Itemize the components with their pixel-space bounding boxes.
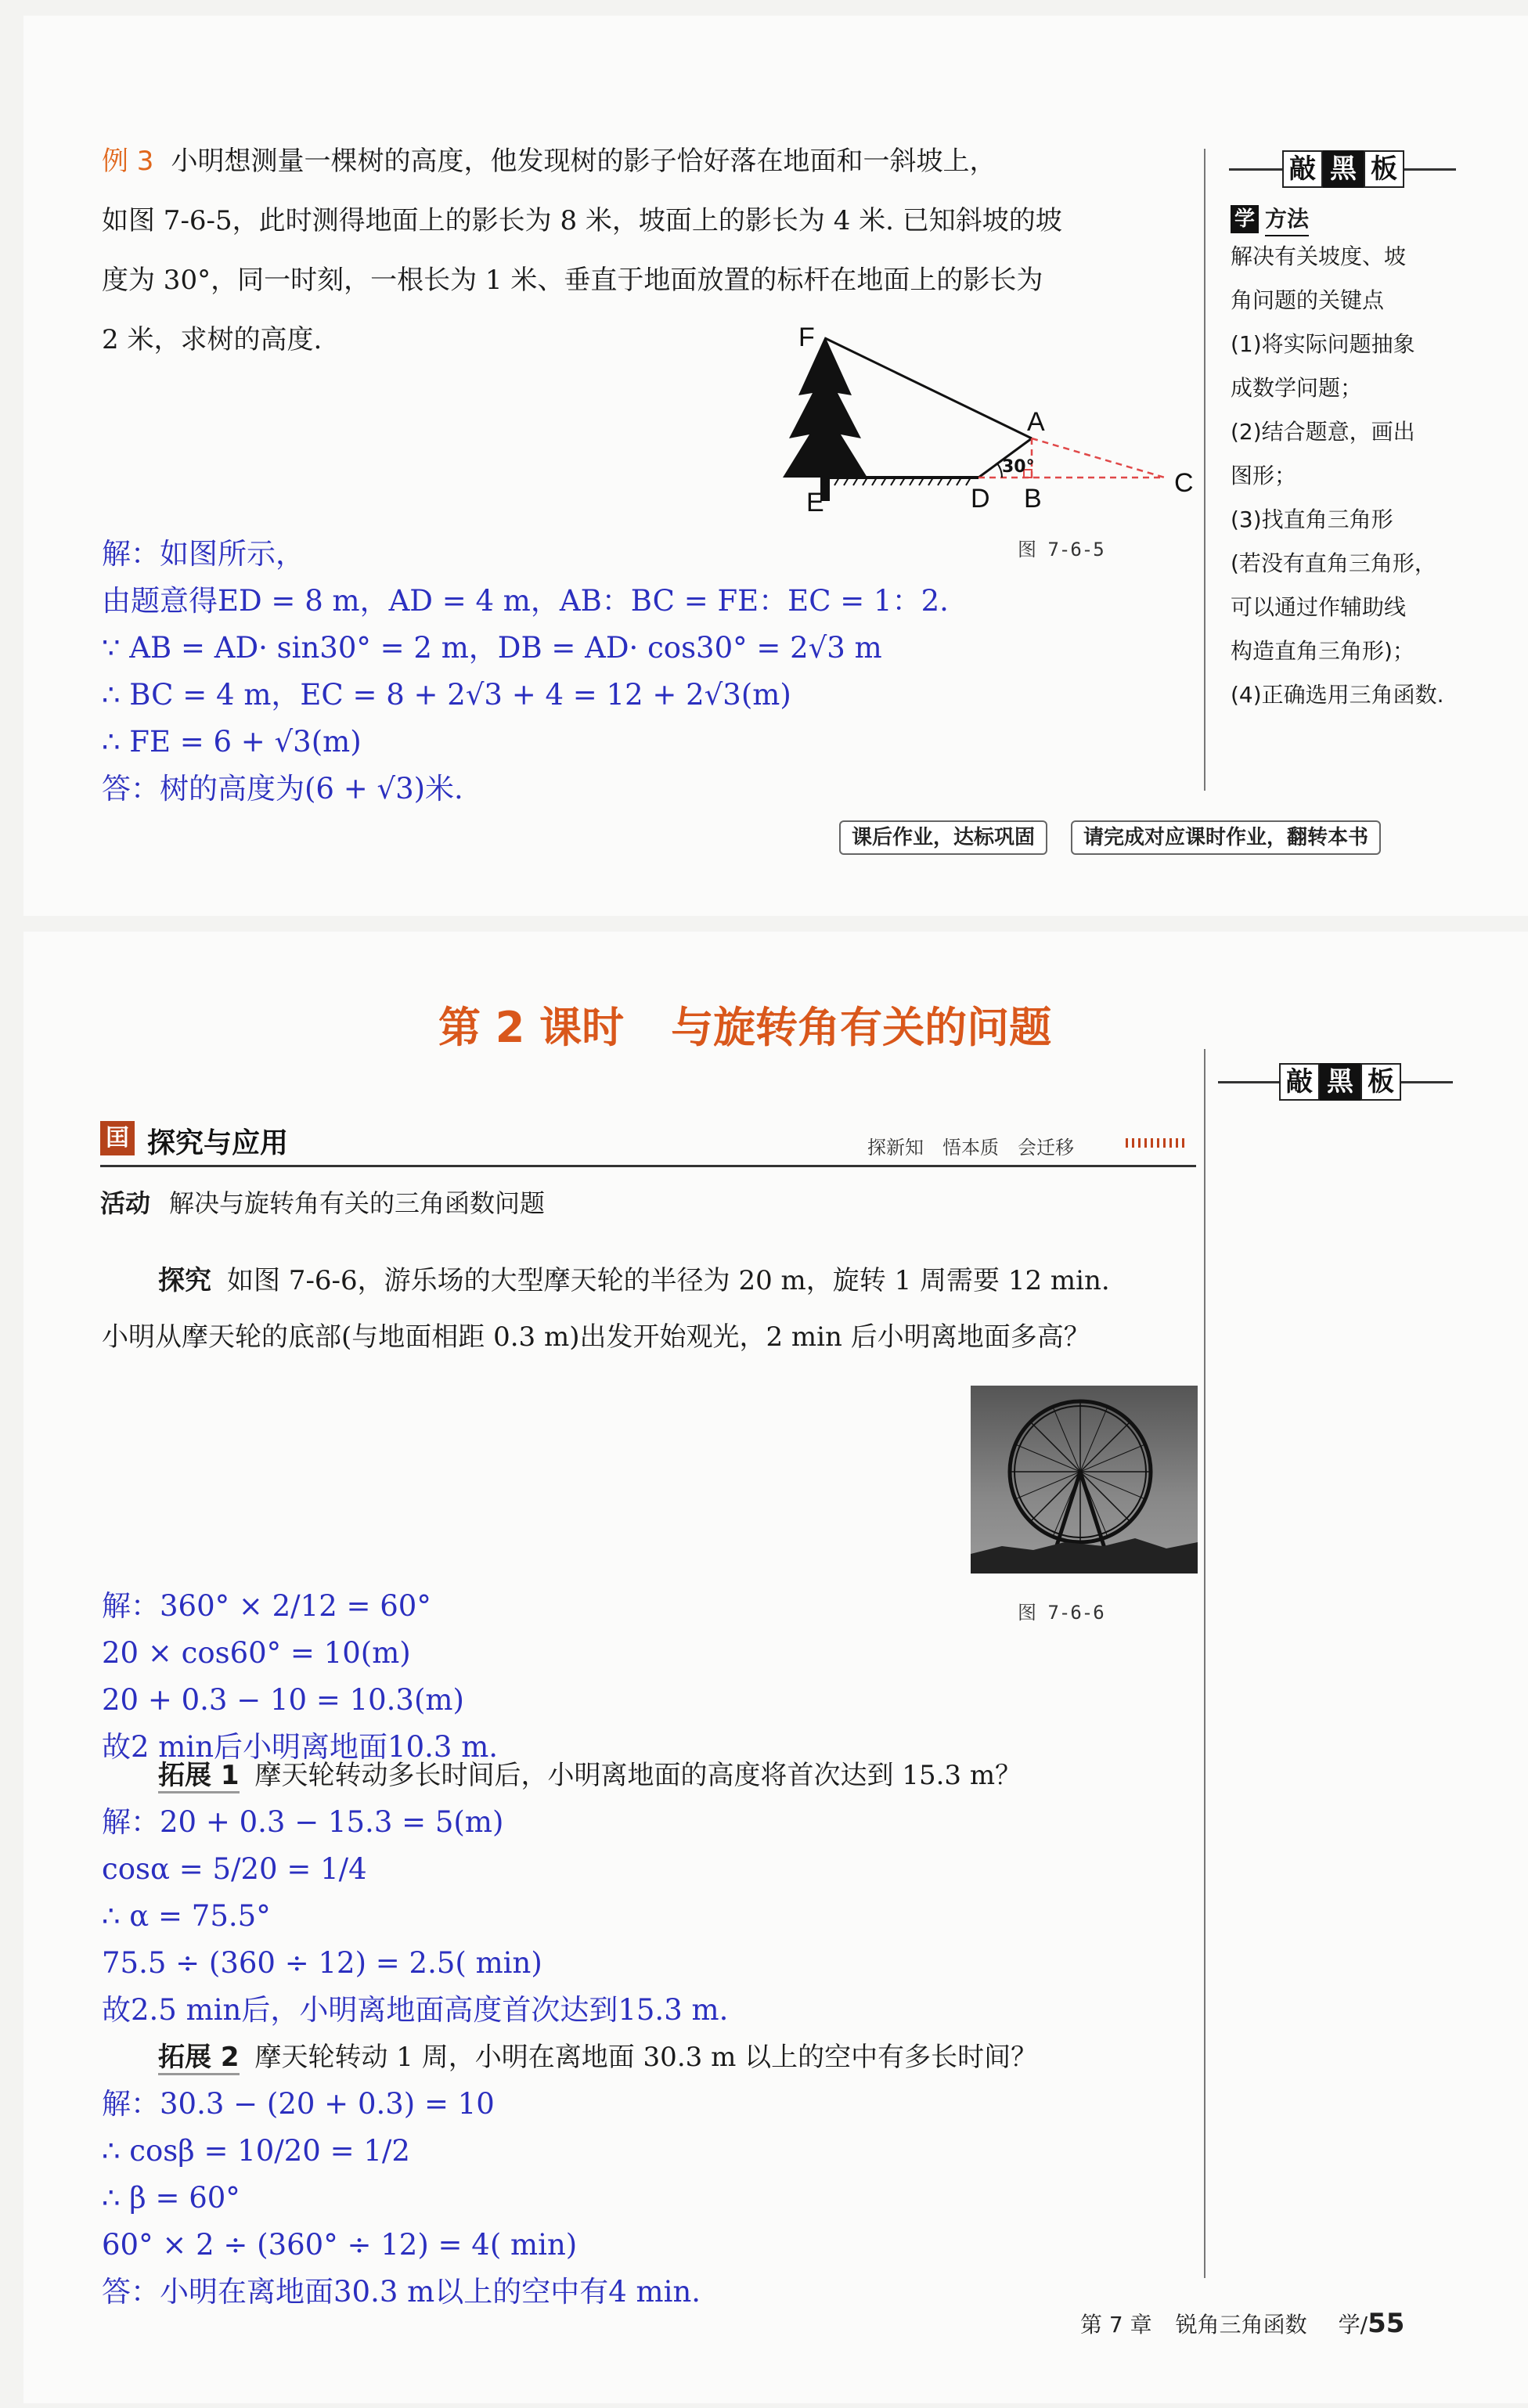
point-D: D bbox=[971, 484, 990, 514]
example-line-2: 如图 7-6-5，此时测得地面上的影长为 8 米，坡面上的影长为 4 米. 已知斜坡的坡 bbox=[102, 205, 1062, 236]
sun-ray-line bbox=[825, 338, 1032, 438]
figure-7-6-5-caption: 图 7-6-5 bbox=[1018, 539, 1105, 561]
header-char: 板 bbox=[1360, 1063, 1401, 1101]
homework-tag: 课后作业，达标巩固 bbox=[839, 820, 1047, 855]
explore-line-2: 小明从摩天轮的底部(与地面相距 0.3 m)出发开始观光，2 min 后小明离地面多高？ bbox=[102, 1321, 1090, 1353]
point-F: F bbox=[798, 323, 815, 352]
section-icon: 囯 bbox=[100, 1121, 135, 1155]
angle-label: 30° bbox=[1002, 457, 1035, 477]
solution-line: 解：20 + 0.3 − 15.3 = 5(m) bbox=[102, 1805, 504, 1839]
example-label: 例 3 bbox=[102, 146, 154, 177]
solution-line: 由题意得ED = 8 m，AD = 4 m，AB：BC = FE：EC = 1：2. bbox=[102, 584, 949, 618]
note-line: (4)正确选用三角函数. bbox=[1231, 682, 1444, 708]
solution-line: ∴ α = 75.5° bbox=[102, 1899, 271, 1933]
solution-line: ∴ cosβ = 10/20 = 1/2 bbox=[102, 2134, 410, 2168]
extension1-label: 拓展 1 bbox=[158, 1760, 240, 1793]
extension2 bbox=[158, 2034, 1037, 2081]
solution-line: ∵ AB = AD· sin30° = 2 m，DB = AD· cos30° = 2√3 m bbox=[102, 631, 882, 665]
chapter-number: 第 7 章 bbox=[1080, 2312, 1152, 2338]
note-line: 图形； bbox=[1231, 463, 1297, 488]
solution-line: ∴ β = 60° bbox=[102, 2181, 240, 2215]
example3-solution bbox=[102, 531, 1002, 813]
study-icon: 学 bbox=[1231, 205, 1259, 233]
note-line: 成数学问题； bbox=[1231, 375, 1363, 401]
method-title: 方法 bbox=[1265, 202, 1309, 236]
method-heading bbox=[1231, 202, 1309, 236]
activity-title: 解决与旋转角有关的三角函数问题 bbox=[169, 1188, 546, 1218]
dotted-marker bbox=[1126, 1138, 1188, 1148]
knock-blackboard-header bbox=[1229, 150, 1456, 188]
solution-line: 解：360° × 2/12 = 60° bbox=[102, 1589, 431, 1623]
note-line: 构造直角三角形)； bbox=[1231, 638, 1414, 664]
knock-blackboard-header-2 bbox=[1218, 1063, 1453, 1101]
header-char: 敲 bbox=[1279, 1063, 1320, 1101]
solution-line: 故2.5 min后，小明离地面高度首次达到15.3 m. bbox=[102, 1993, 729, 2027]
lesson-number: 第 2 课时 bbox=[438, 1003, 625, 1052]
example-line-4: 2 米，求树的高度. bbox=[102, 324, 323, 355]
point-A: A bbox=[1027, 407, 1045, 437]
example-line-3: 度为 30°，同一时刻，一根长为 1 米、垂直于地面放置的标杆在地面上的影长为 bbox=[102, 265, 1043, 296]
note-line: (3)找直角三角形 bbox=[1231, 506, 1393, 532]
solution-line: ∴ BC = 4 m，EC = 8 + 2√3 + 4 = 12 + 2√3(m) bbox=[102, 678, 791, 712]
note-line: (2)结合题意，画出 bbox=[1231, 419, 1415, 445]
ferris-wheel-photo bbox=[971, 1386, 1198, 1573]
activity-heading bbox=[100, 1184, 545, 1220]
extension1-text: 摩天轮转动多长时间后，小明离地面的高度将首次达到 15.3 m？ bbox=[254, 1760, 1022, 1791]
explore-line-1: 如图 7-6-6，游乐场的大型摩天轮的半径为 20 m，旋转 1 周需要 12 min. bbox=[227, 1265, 1110, 1296]
section-title: 探究与应用 bbox=[147, 1127, 289, 1159]
solution-line: 75.5 ÷ (360 ÷ 12) = 2.5( min) bbox=[102, 1946, 542, 1980]
chapter-title: 锐角三角函数 bbox=[1175, 2312, 1307, 2338]
figure-7-6-5 bbox=[751, 321, 1205, 517]
sidebar-divider-bottom bbox=[1204, 1049, 1205, 2278]
header-char: 板 bbox=[1364, 150, 1404, 188]
explore-label: 探究 bbox=[158, 1265, 211, 1296]
solution-line: ∴ FE = 6 + √3(m) bbox=[102, 725, 362, 759]
homework-instruction-tag: 请完成对应课时作业，翻转本书 bbox=[1071, 820, 1381, 855]
solution-line: 解：30.3 − (20 + 0.3) = 10 bbox=[102, 2087, 495, 2121]
solution-line: 答：树的高度为(6 + √3)米. bbox=[102, 772, 463, 806]
extension2-label: 拓展 2 bbox=[158, 2042, 240, 2075]
point-C: C bbox=[1174, 468, 1194, 498]
note-line: 可以通过作辅助线 bbox=[1231, 594, 1407, 620]
note-line: 角问题的关键点 bbox=[1231, 287, 1385, 313]
note-line: 解决有关坡度、坡 bbox=[1231, 243, 1407, 269]
point-E: E bbox=[806, 488, 824, 517]
header-char: 敲 bbox=[1282, 150, 1323, 188]
page-prefix: 学/ bbox=[1338, 2312, 1368, 2338]
method-notes bbox=[1231, 235, 1465, 717]
note-line: (若没有直角三角形， bbox=[1231, 550, 1436, 576]
extension1 bbox=[158, 1752, 1022, 1799]
solution-line: 故2 min后小明离地面10.3 m. bbox=[102, 1730, 499, 1764]
section-bar bbox=[100, 1118, 1196, 1167]
header-char: 黑 bbox=[1323, 150, 1364, 188]
explore-solution bbox=[102, 1583, 1002, 1771]
explore-text bbox=[102, 1253, 1213, 1365]
lesson-name: 与旋转角有关的问题 bbox=[671, 1003, 1052, 1052]
activity-label: 活动 bbox=[100, 1188, 151, 1218]
figure-7-6-6-caption: 图 7-6-6 bbox=[1018, 1602, 1105, 1624]
page-number: 55 bbox=[1368, 2308, 1405, 2339]
note-line: (1)将实际问题抽象 bbox=[1231, 331, 1415, 357]
extension1-solution bbox=[102, 1799, 1002, 2034]
solution-line: 60° × 2 ÷ (360° ÷ 12) = 4( min) bbox=[102, 2228, 578, 2262]
section-subtitle: 探新知 悟本质 会迁移 bbox=[867, 1137, 1074, 1159]
extension2-solution bbox=[102, 2081, 1002, 2316]
solution-line: 答：小明在离地面30.3 m以上的空中有4 min. bbox=[102, 2275, 701, 2309]
point-B: B bbox=[1024, 484, 1042, 514]
lesson-title bbox=[438, 994, 1051, 1054]
header-char: 黑 bbox=[1320, 1063, 1360, 1101]
example-line-1: 小明想测量一棵树的高度，他发现树的影子恰好落在地面和一斜坡上， bbox=[171, 146, 996, 177]
solution-line: 解：如图所示， bbox=[102, 537, 305, 571]
solution-line: 20 × cos60° = 10(m) bbox=[102, 1636, 411, 1670]
solution-line: cosα = 5/20 = 1/4 bbox=[102, 1852, 367, 1886]
solution-line: 20 + 0.3 − 10 = 10.3(m) bbox=[102, 1683, 464, 1717]
page-footer bbox=[1080, 2308, 1404, 2339]
extension2-text: 摩天轮转动 1 周，小明在离地面 30.3 m 以上的空中有多长时间？ bbox=[254, 2042, 1038, 2073]
